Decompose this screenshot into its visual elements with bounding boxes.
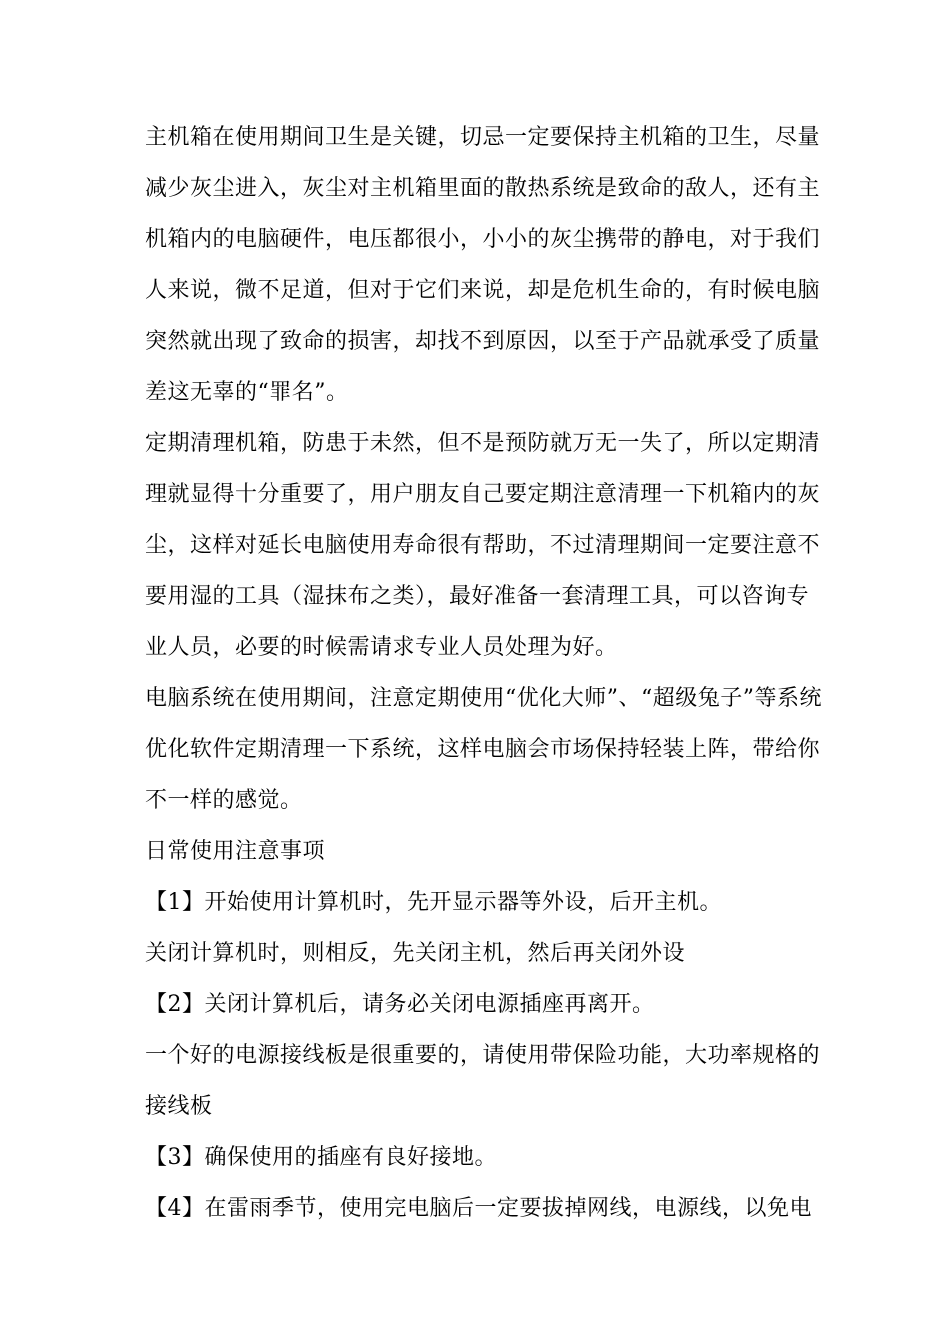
text-line: 【1】开始使用计算机时，先开显示器等外设，后开主机。 [145, 890, 722, 915]
paragraph-dust-hazard [145, 112, 821, 418]
text-line: 优化软件定期清理一下系统，这样电脑会市场保持轻装上阵，带给你 [145, 737, 821, 762]
text-line: 主机箱在使用期间卫生是关键，切忌一定要保持主机箱的卫生，尽量 [145, 125, 821, 150]
list-item-4 [145, 1183, 812, 1234]
text-line: 人来说，微不足道，但对于它们来说，却是危机生命的，有时候电脑 [145, 278, 821, 303]
list-item-1 [145, 877, 807, 928]
text-line: 尘，这样对延长电脑使用寿命很有帮助，不过清理期间一定要注意不 [145, 533, 821, 558]
text-line: 关闭计算机时，则相反，先关闭主机，然后再关闭外设 [145, 941, 686, 966]
text-line: 突然就出现了致命的损害，却找不到原因，以至于产品就承受了质量 [145, 329, 821, 354]
text-line: 【2】关闭计算机后，请务必关闭电源插座再离开。 [145, 992, 655, 1017]
text-line: 【3】确保使用的插座有良好接地。 [145, 1145, 497, 1170]
paragraph-power-strip [145, 1030, 821, 1132]
text-line: 日常使用注意事项 [145, 839, 326, 864]
text-line: 差这无辜的“罪名”。 [145, 380, 349, 405]
text-line: 一个好的电源接线板是很重要的，请使用带保险功能，大功率规格的 [145, 1043, 821, 1068]
text-line: 减少灰尘进入，灰尘对主机箱里面的散热系统是致命的敌人，还有主 [145, 176, 821, 201]
list-item-2 [145, 979, 807, 1030]
text-line: 理就显得十分重要了，用户朋友自己要定期注意清理一下机箱内的灰 [145, 482, 821, 507]
text-line: 不一样的感觉。 [145, 788, 303, 813]
text-line: 要用湿的工具（湿抹布之类），最好准备一套清理工具，可以咨询专 [145, 584, 810, 609]
paragraph-system-optimization [145, 673, 822, 826]
text-line: 【4】在雷雨季节，使用完电脑后一定要拔掉网线，电源线，以免电 [145, 1196, 812, 1221]
text-line: 业人员，必要的时候需请求专业人员处理为好。 [145, 635, 618, 660]
list-item-3 [145, 1132, 807, 1183]
text-line: 机箱内的电脑硬件，电压都很小，小小的灰尘携带的静电，对于我们 [145, 227, 821, 252]
text-line: 接线板 [145, 1094, 213, 1119]
text-line: 定期清理机箱，防患于未然，但不是预防就万无一失了，所以定期清 [145, 431, 821, 456]
paragraph-regular-cleaning [145, 418, 821, 673]
document-body [145, 112, 822, 1234]
text-line: 电脑系统在使用期间，注意定期使用“优化大师”、“超级兔子”等系统 [145, 686, 822, 711]
section-heading-daily-notes [145, 826, 807, 877]
paragraph-shutdown-order [145, 928, 807, 979]
